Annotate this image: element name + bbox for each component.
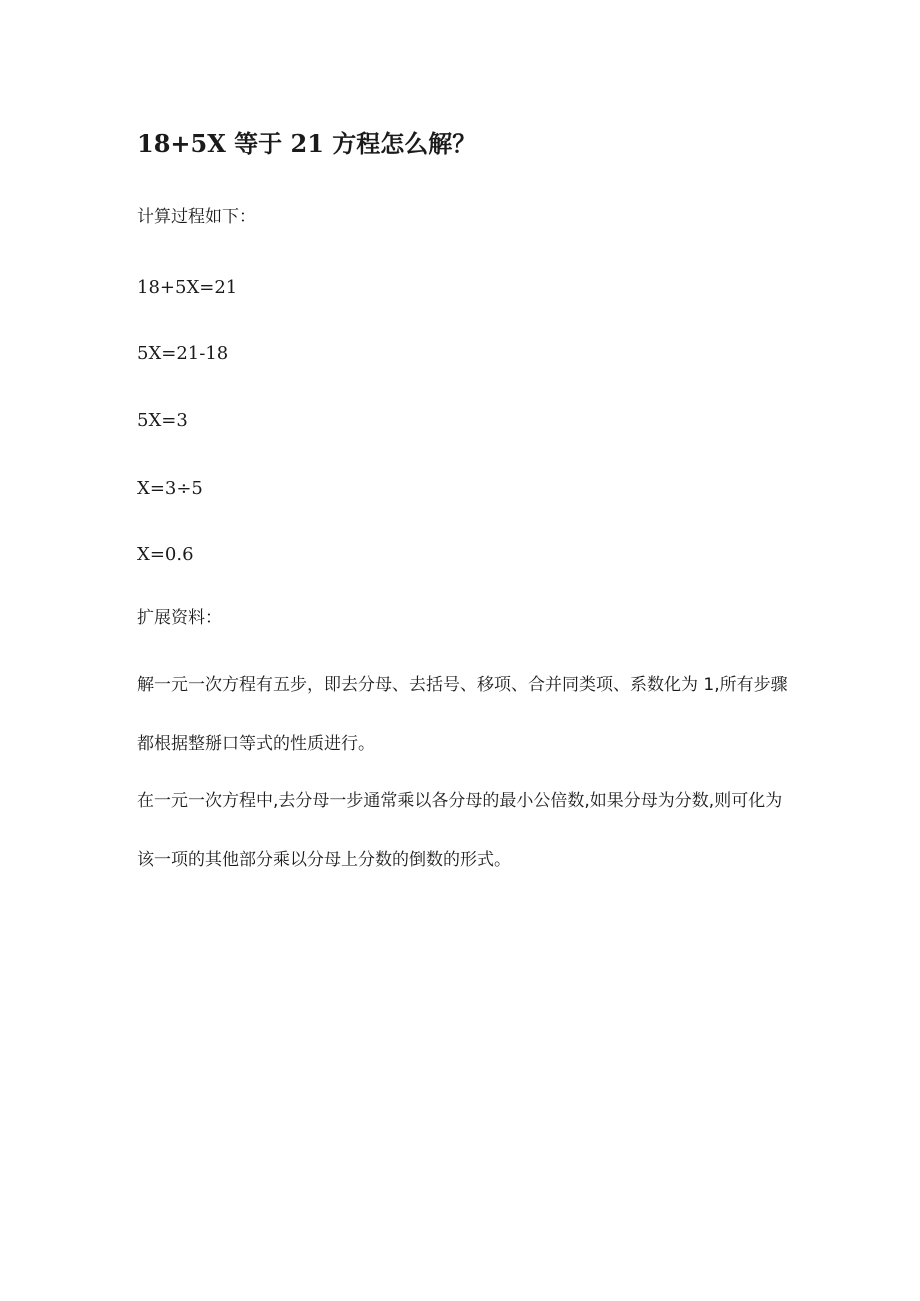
page-title: 18+5X 等于 21 方程怎么解？ <box>137 129 477 158</box>
intro-text: 计算过程如下： <box>137 207 256 227</box>
equation-step-5: X=0.6 <box>137 544 194 565</box>
equation-step-4: X=3÷5 <box>137 478 203 499</box>
paragraph-steps: 解一元一次方程有五步，即去分母、去括号、移项、合并同类项、系数化为 1,所有步骤都根据整掰口等式的性质进行。 <box>137 675 788 754</box>
paragraph-denominator: 在一元一次方程中,去分母一步通常乘以各分母的最小公倍数,如果分母为分数,则可化为该一项的其他部分乘以分母上分数的倒数的形式。 <box>137 791 783 870</box>
equation-step-2: 5X=21-18 <box>137 343 229 364</box>
equation-step-3: 5X=3 <box>137 410 188 431</box>
equation-step-1: 18+5X=21 <box>137 277 238 298</box>
extension-heading: 扩展资料： <box>137 608 222 628</box>
